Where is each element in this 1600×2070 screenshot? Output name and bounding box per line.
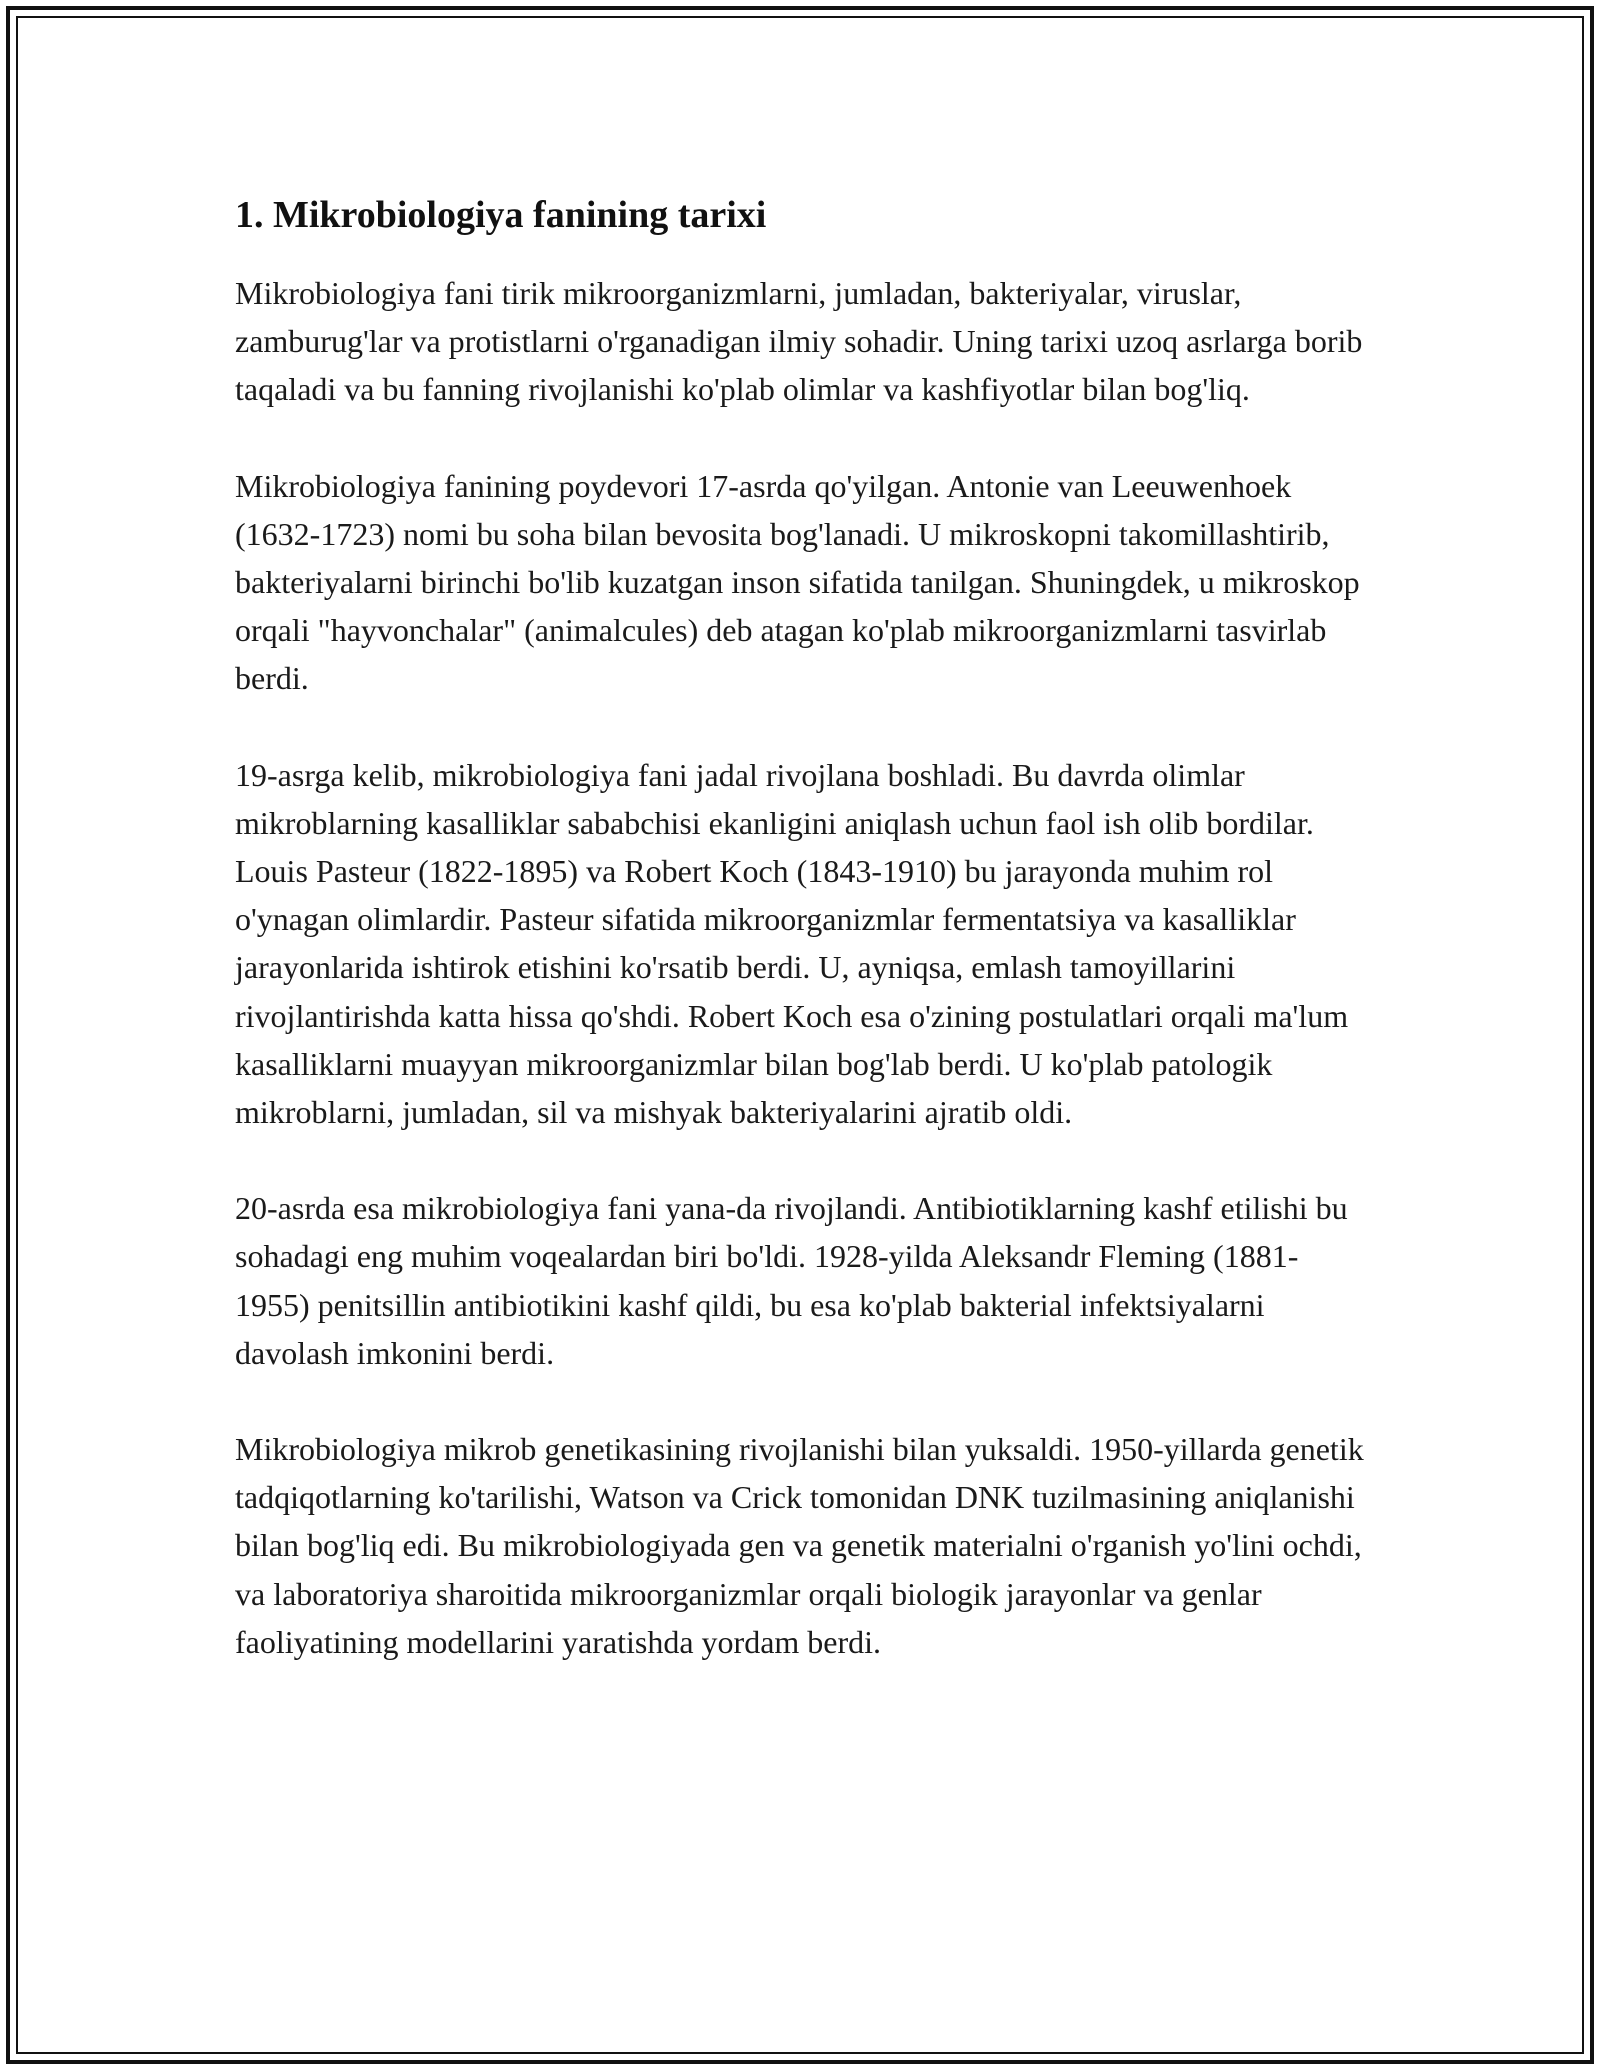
- paragraph-intro: Mikrobiologiya fani tirik mikroorganizmlarni, jumladan, bakteriyalar, viruslar, zamburug'lar va protistlarni o'rganadigan ilmiy sohadir. Uning tarixi uzoq asrlarga borib taqaladi va bu fanning rivojlanishi ko'plab olimlar va kashfiyotlar bilan bog'liq.: [235, 275, 1363, 408]
- paragraph-17th-century: Mikrobiologiya fanining poydevori 17-asrda qo'yilgan. Antonie van Leeuwenhoek (1632-1723) nomi bu soha bilan bevosita bog'lanadi. U mikroskopni takomillashtirib, bakteriyalarni birinchi bo'lib kuzatgan inson sifatida tanilgan. Shuningdek, u mikroskop orqali "hayvonchalar" (animalcules) deb atagan ko'plab mikroorganizmlarni tasvirlab berdi.: [235, 467, 1360, 697]
- paragraph-20th-century: 20-asrda esa mikrobiologiya fani yana-da rivojlandi. Antibiotiklarning kashf etilishi bu sohadagi eng muhim voqealardan biri bo'ldi. 1928-yilda Aleksandr Fleming (1881-1955) penitsillin antibiotikini kashf qildi, bu esa ko'plab bakterial infektsiyalarni davolash imkonini berdi.: [235, 1190, 1348, 1371]
- paragraph-genetics: Mikrobiologiya mikrob genetikasining rivojlanishi bilan yuksaldi. 1950-yillarda genetik tadqiqotlarning ko'tarilishi, Watson va Crick tomonidan DNK tuzilmasining aniqlanishi bilan bog'liq edi. Bu mikrobiologiyada gen va genetik materialni o'rganish yo'lini ochdi, va laboratoriya sharoitida mikroorganizmlar orqali biologik jarayonlar va genlar faoliyatining modellarini yaratishda yordam berdi.: [235, 1431, 1364, 1660]
- paragraph-19th-century: 19-asrga kelib, mikrobiologiya fani jadal rivojlana boshladi. Bu davrda olimlar mikroblarning kasalliklar sababchisi ekanligini aniqlash uchun faol ish olib bordilar. Louis Pasteur (1822-1895) va Robert Koch (1843-1910) bu jarayonda muhim rol o'ynagan olimlardir. Pasteur sifatida mikroorganizmlar fermentatsiya va kasalliklar jarayonlarida ishtirok etishini ko'rsatib berdi. U, ayniqsa, emlash tamoyillarini rivojlantirishda katta hissa qo'shdi. Robert Koch esa o'zining postulatlari orqali ma'lum kasalliklarni muayyan mikroorganizmlar bilan bog'lab berdi. U ko'plab patologik mikroblarni, jumladan, sil va mishyak bakteriyalarini ajratib oldi.: [235, 756, 1349, 1131]
- section-heading: 1. Mikrobiologiya fanining tarixi: [235, 194, 767, 236]
- document-body: [235, 190, 1370, 1714]
